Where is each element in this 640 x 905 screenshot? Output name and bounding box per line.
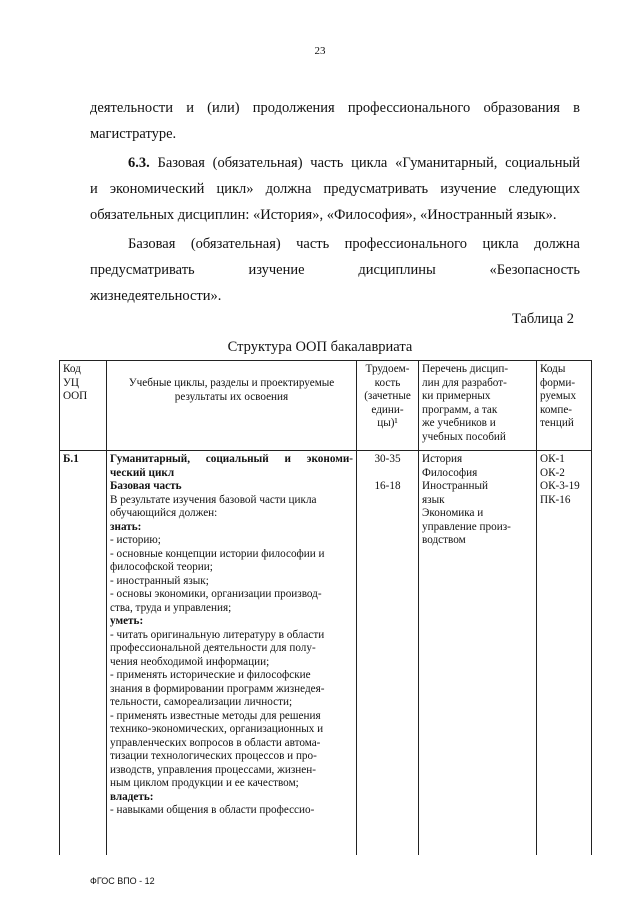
paragraph-6-3-text-1: Базовая (обязательная) часть цикла «Гуманитарный, социальный — [157, 155, 580, 171]
description-line: изводств, управления процессами, жизнен- — [110, 763, 316, 776]
description-line: - читать оригинальную литературу в области — [110, 628, 325, 641]
header-competencies-line: Коды — [540, 363, 566, 375]
discipline-list — [422, 453, 533, 548]
page-number: 23 — [314, 45, 326, 57]
credits-total: 30-35 — [374, 453, 401, 465]
row-code: Б.1 — [60, 451, 107, 856]
description-line: обучающийся должен: — [110, 507, 218, 519]
table-row — [60, 451, 592, 856]
header-competencies-line: компе- — [540, 403, 573, 416]
paragraph-6-3-line-2: и экономический цикл» должна предусматривать изучение следующих — [90, 181, 580, 197]
discipline-item: водством — [422, 534, 466, 546]
description-line: знания в формировании программ жизнедея- — [110, 682, 325, 695]
description-line: - применять известные методы для решения — [110, 709, 321, 722]
header-disciplines-line: же учебников и — [422, 417, 496, 429]
description-line: тельности, самореализации личности; — [110, 696, 293, 708]
description-line: уметь: — [110, 615, 144, 627]
table-title: Структура ООП бакалавриата — [227, 339, 413, 355]
paragraph-6-3 — [90, 150, 580, 228]
description-line: владеть: — [110, 790, 154, 803]
paragraph-1-line-2: магистратуре. — [90, 126, 177, 142]
description-line: знать: — [110, 520, 142, 533]
credits-base: 16-18 — [374, 479, 401, 492]
description-line: чения необходимой информации; — [110, 655, 270, 668]
header-disciplines-line: Перечень дисцип- — [422, 363, 509, 375]
header-disciplines-line: программ, а так — [422, 403, 498, 416]
header-cycles-line: результаты их освоения — [174, 390, 289, 403]
description-line: - основы экономики, организации производ- — [110, 588, 322, 600]
header-competencies-line: руемых — [540, 390, 577, 402]
row-disciplines — [419, 451, 537, 856]
description-line: ства, труда и управления; — [110, 601, 232, 614]
header-code — [60, 361, 107, 451]
description-lines — [110, 494, 353, 818]
description-line: - навыками общения в области профессио- — [110, 804, 315, 816]
discipline-item: Иностранный — [422, 480, 488, 492]
header-disciplines — [419, 361, 537, 451]
header-credits-line: цы)¹ — [377, 417, 398, 429]
header-code-line: УЦ — [63, 376, 80, 389]
description-line: - применять исторические и философские — [110, 669, 311, 681]
competency-item: ОК-1 — [540, 453, 565, 465]
header-code-line: Код — [63, 363, 81, 375]
paragraph-3-line-2: предусматривать изучение дисциплины «Безопасность — [90, 262, 580, 278]
description-line: управленческих вопросов в области автома- — [110, 736, 321, 749]
description-line: технико-экономических, организационных и — [110, 723, 324, 735]
description-line: философской теории; — [110, 561, 213, 573]
paragraph-3 — [90, 231, 580, 309]
curriculum-table — [59, 360, 592, 855]
header-cycles — [107, 361, 357, 451]
paragraph-3-line-3: жизнедеятельности». — [90, 288, 222, 304]
table-label: Таблица 2 — [511, 311, 574, 327]
description-line: - историю; — [110, 534, 161, 546]
description-line: - иностранный язык; — [110, 574, 209, 587]
header-credits-line: Трудоем- — [365, 363, 410, 375]
description-line: В результате изучения базовой части цикла — [110, 493, 317, 506]
header-competencies-line: форми- — [540, 376, 576, 389]
paragraph-3-line-1: Базовая (обязательная) часть профессионального цикла должна — [128, 236, 580, 252]
header-disciplines-line: ки примерных — [422, 390, 491, 402]
section-number: 6.3. — [128, 155, 150, 171]
paragraph-1 — [90, 95, 580, 147]
competency-list — [540, 453, 588, 507]
header-credits — [357, 361, 419, 451]
header-disciplines-line: учебных пособий — [422, 430, 506, 443]
discipline-item: Философия — [422, 466, 478, 479]
header-credits-line: едини- — [371, 403, 404, 416]
row-description — [107, 451, 357, 856]
cycle-title: ческий цикл — [110, 466, 175, 479]
footer-label: ФГОС ВПО - 12 — [90, 876, 155, 886]
description-line: - основные концепции истории философии и — [110, 547, 325, 560]
header-credits-line: кость — [374, 376, 401, 389]
paragraph-6-3-line-1 — [90, 150, 580, 176]
competency-item: ПК-16 — [540, 493, 571, 506]
table-header-row — [60, 361, 592, 451]
description-line: ным циклом продукции и ее качеством; — [110, 777, 299, 789]
header-disciplines-line: лин для разработ- — [422, 376, 507, 389]
discipline-item: язык — [422, 493, 445, 506]
header-credits-line: (зачетные — [364, 390, 411, 402]
header-code-line: ООП — [63, 390, 88, 402]
description-line: тизации технологических процессов и про- — [110, 750, 317, 762]
competency-item: ОК-2 — [540, 466, 565, 479]
competency-item: ОК-3-19 — [540, 480, 580, 492]
row-competencies — [537, 451, 592, 856]
discipline-item: управление произ- — [422, 520, 511, 533]
header-competencies-line: тенций — [540, 417, 574, 429]
row-credits — [357, 451, 419, 856]
paragraph-6-3-line-3: обязательных дисциплин: «История», «Философия», «Иностранный язык». — [90, 207, 557, 223]
discipline-item: История — [422, 453, 463, 465]
base-part-heading: Базовая часть — [110, 480, 182, 492]
cycle-title: Гуманитарный, социальный и экономи- — [110, 453, 353, 465]
paragraph-1-line-1: деятельности и (или) продолжения профессионального образования в — [90, 100, 580, 116]
description-line: профессиональной деятельности для полу- — [110, 642, 316, 654]
header-competencies — [537, 361, 592, 451]
discipline-item: Экономика и — [422, 507, 484, 519]
header-cycles-line: Учебные циклы, разделы и проектируемые — [128, 377, 335, 389]
